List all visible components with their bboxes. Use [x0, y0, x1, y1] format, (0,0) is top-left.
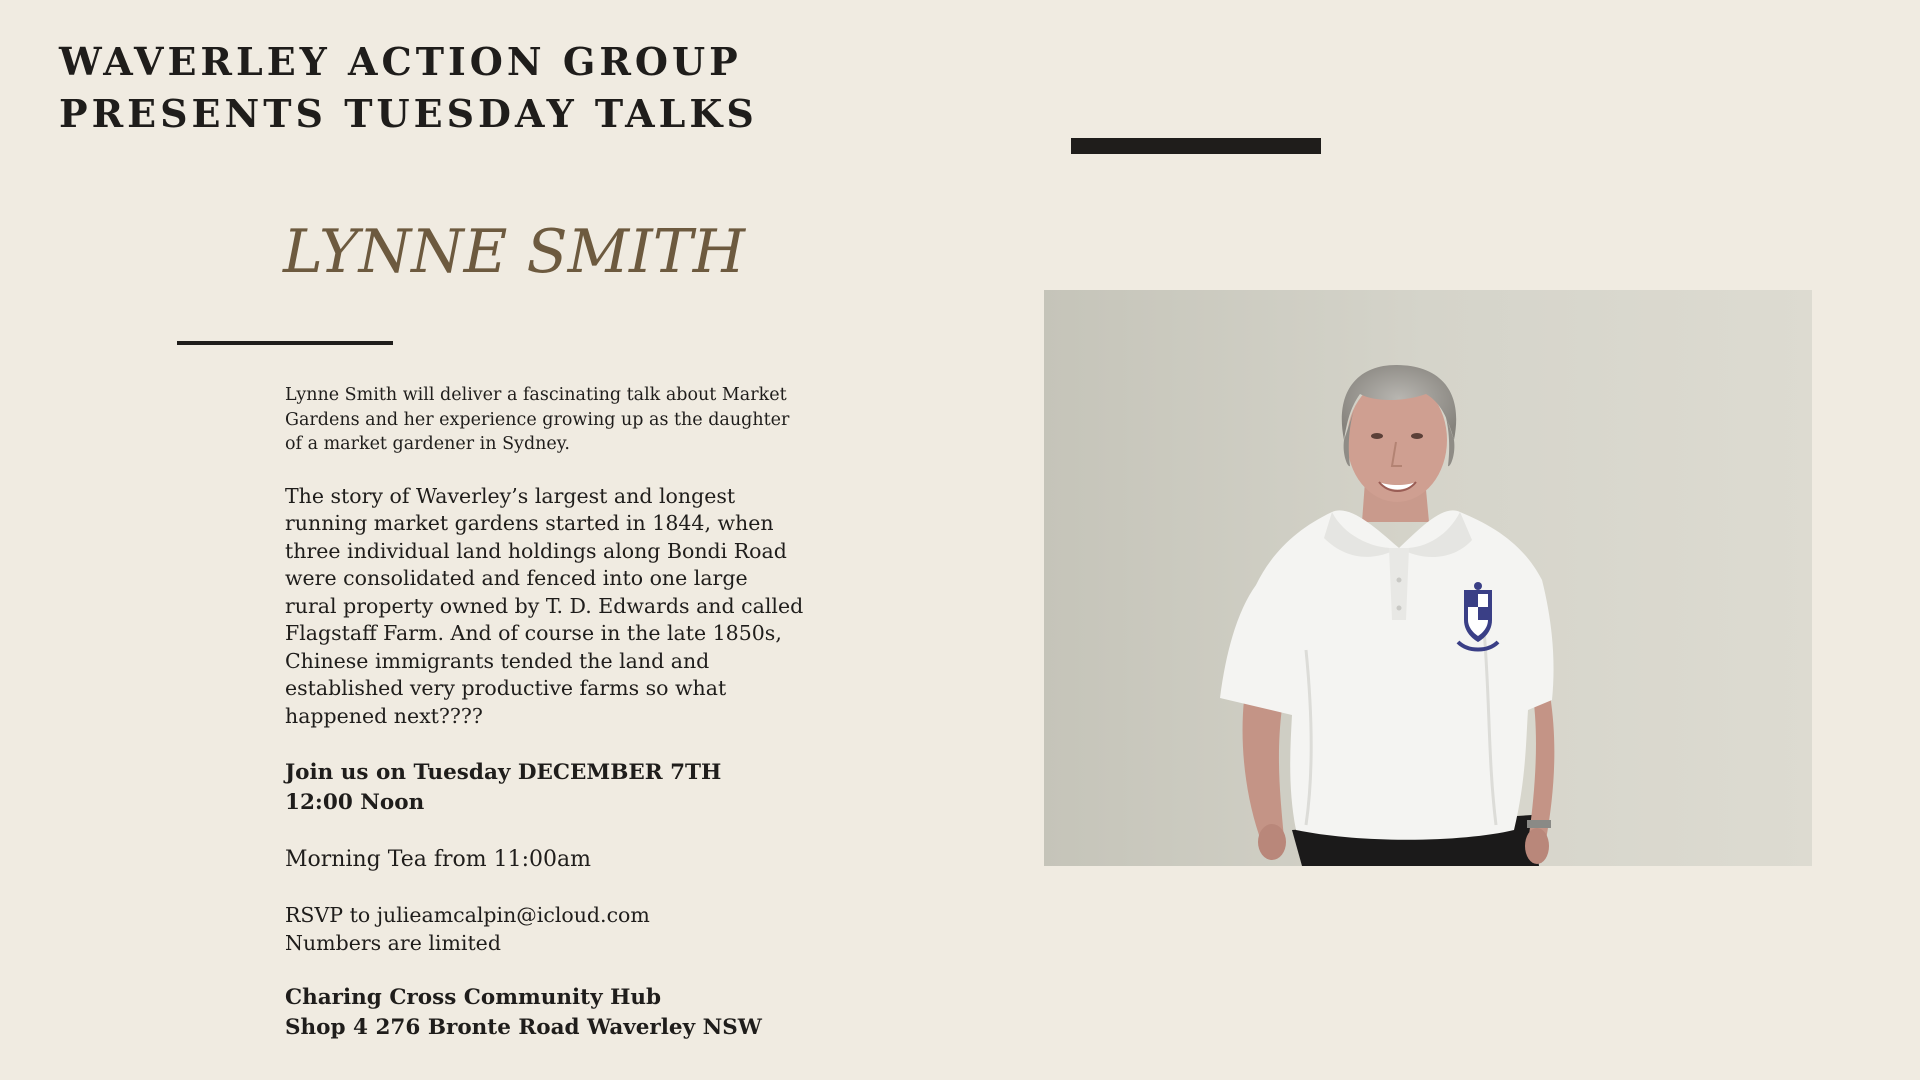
decorative-bar [1071, 138, 1321, 154]
heading-line-1: WAVERLEY ACTION GROUP [59, 39, 742, 84]
venue-address: Shop 4 276 Bronte Road Waverley NSW [285, 1014, 762, 1040]
date-time-block [285, 758, 825, 817]
venue-name: Charing Cross Community Hub [285, 985, 662, 1010]
speaker-photo [1044, 290, 1812, 866]
event-date: Join us on Tuesday DECEMBER 7TH [285, 760, 722, 785]
venue-block [285, 983, 825, 1042]
rsvp-block [285, 901, 825, 957]
talk-story: The story of Waverley’s largest and longest running market gardens started in 1844, when three individual land holdings along Bondi Road were consolidated and fenced into one large rural property owned by T. D. Edwards and called Flagstaff Farm. And of course in the late 1850s, Chinese immigrants tended the land and established very productive farms so what happened next???? [285, 483, 804, 728]
event-details [285, 383, 825, 1042]
name-underline [177, 341, 393, 345]
numbers-note: Numbers are limited [285, 931, 501, 955]
event-series-heading [59, 36, 758, 140]
speaker-name: LYNNE SMITH [283, 217, 746, 287]
event-time: 12:00 Noon [285, 789, 425, 815]
heading-line-2: PRESENTS TUESDAY TALKS [59, 91, 758, 136]
morning-tea: Morning Tea from 11:00am [285, 847, 591, 872]
talk-intro: Lynne Smith will deliver a fascinating talk about Market Gardens and her experience growing up as the daughter of a market gardener in Sydney. [285, 385, 790, 454]
rsvp-email: RSVP to julieamcalpin@icloud.com [285, 903, 650, 927]
